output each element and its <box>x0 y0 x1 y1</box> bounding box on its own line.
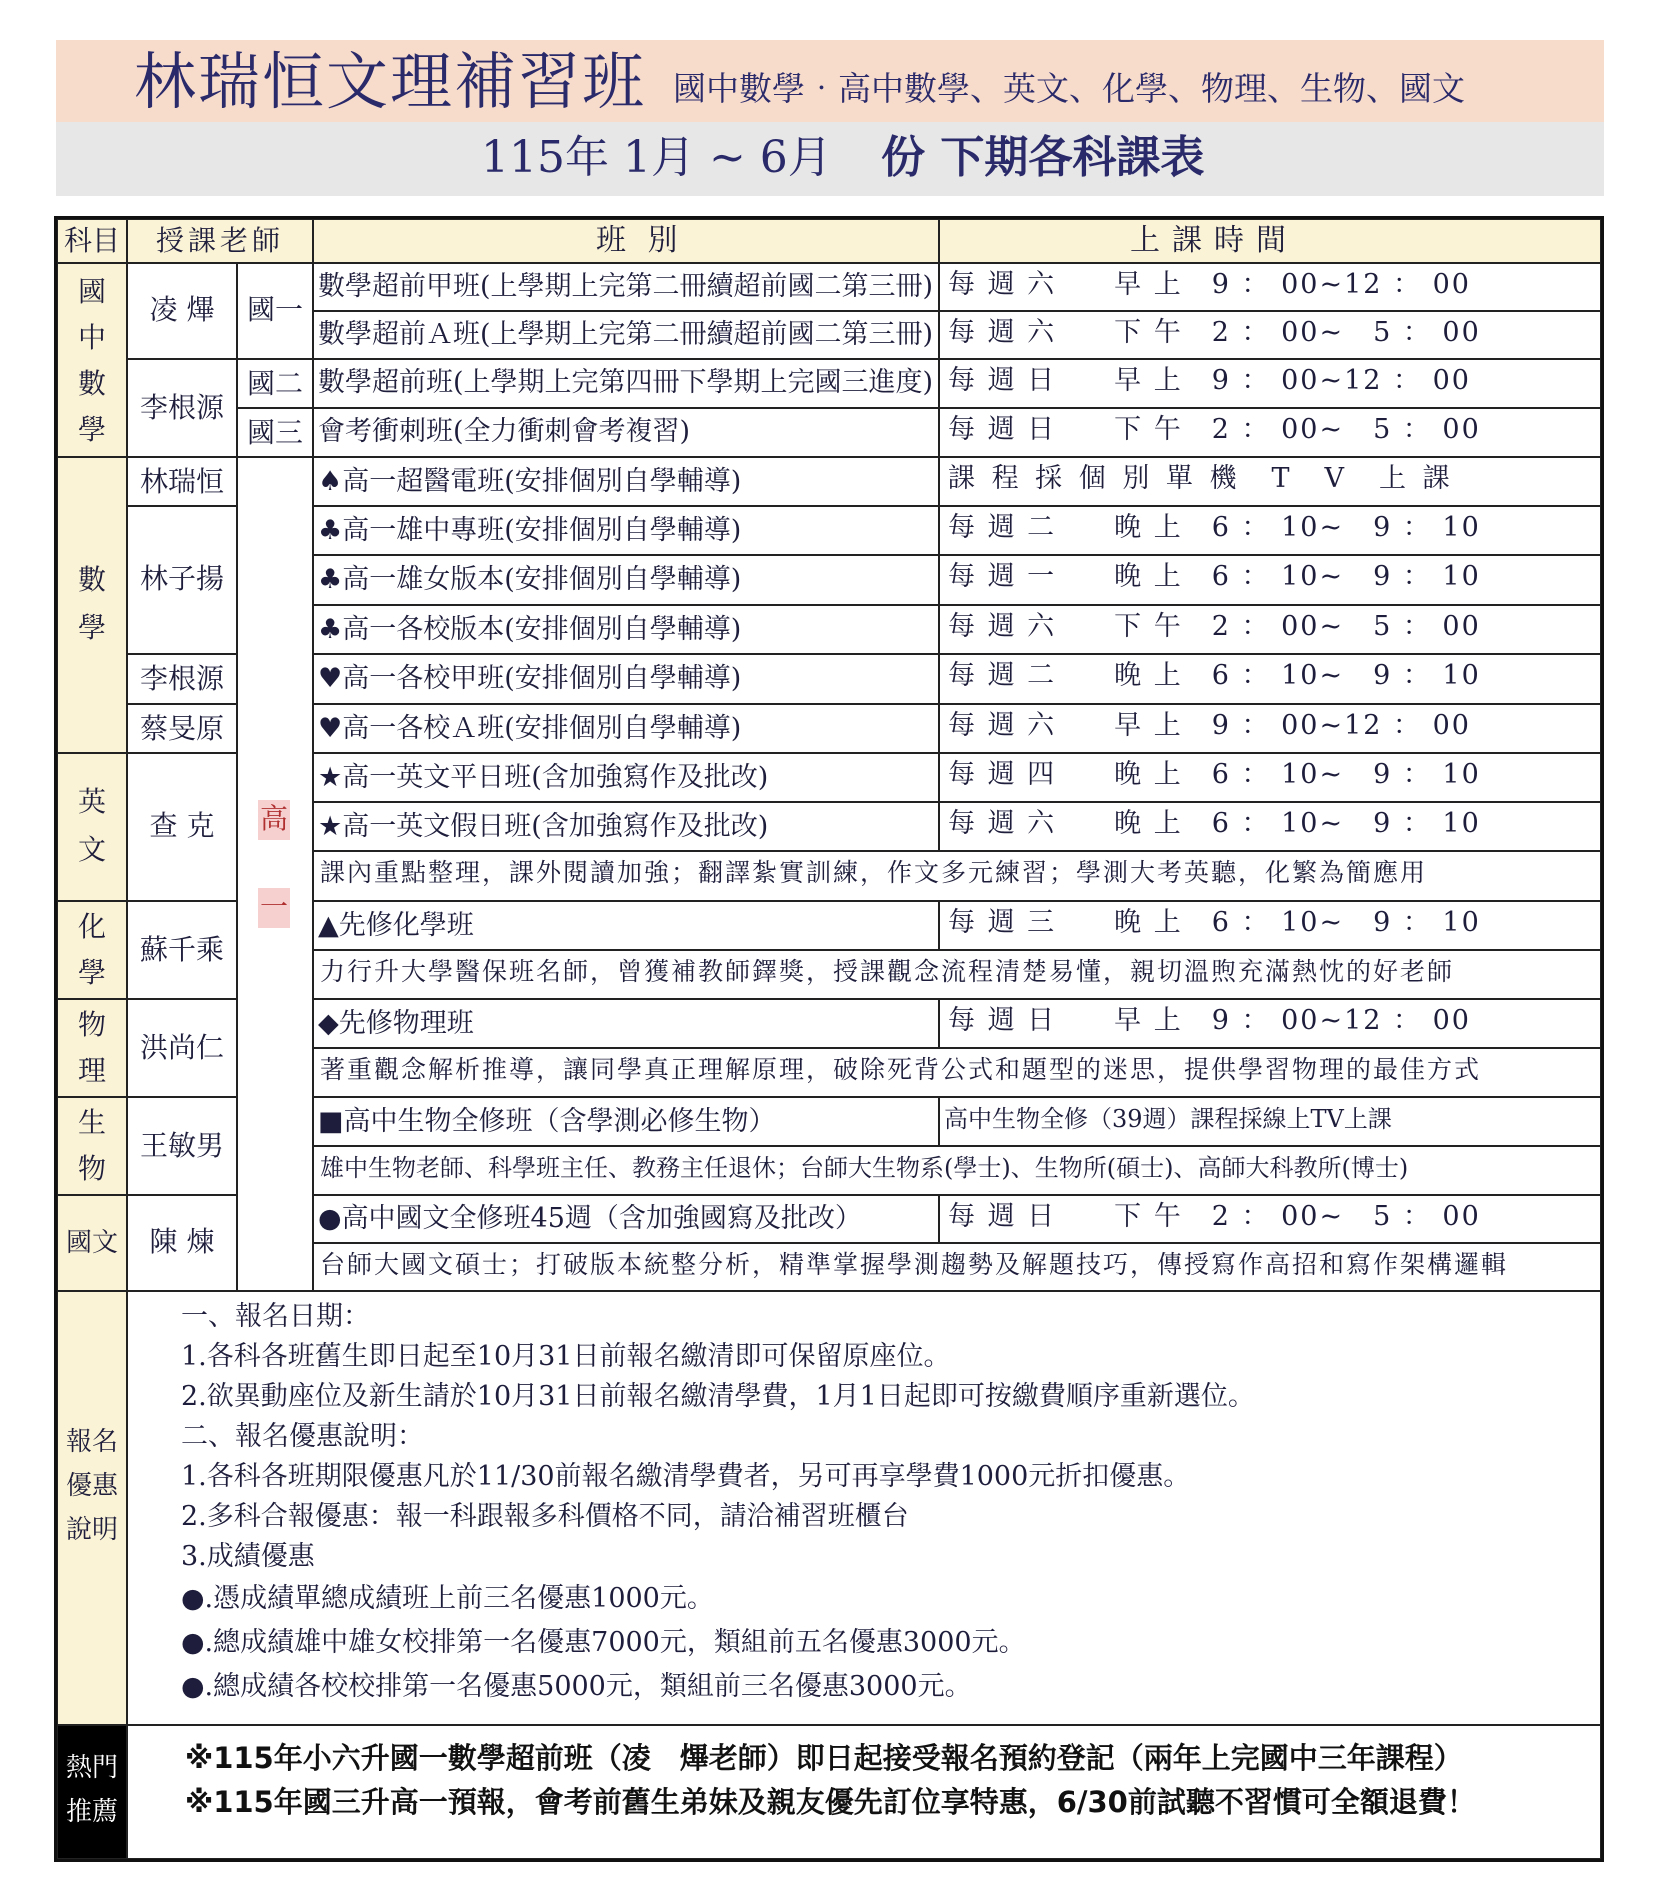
grade-hs1 <box>237 457 313 1291</box>
subject-biology-label: 生物 <box>77 1106 106 1185</box>
teacher-chen <box>127 1195 237 1291</box>
grade-hs1-top-label: 高 <box>258 800 290 840</box>
teacher-lin-zy-name: 林子揚 <box>139 562 224 595</box>
hot-label-cell <box>57 1725 127 1859</box>
square-icon: ■ <box>318 1106 344 1137</box>
grade-g2 <box>237 359 313 408</box>
grade-g2-label: 國二 <box>246 367 303 400</box>
heart-icon: ♥ <box>318 713 343 744</box>
time-row <box>939 506 1601 555</box>
header-teacher: 授課老師 <box>155 224 284 257</box>
spade-icon: ♠ <box>318 466 343 497</box>
biology-description-text: 雄中生物老師、科學班主任、教務主任退休；台師大生物系(學士)、生物所(碩士)、高師大科教所(博士) <box>320 1154 1409 1182</box>
time-row <box>939 1097 1601 1146</box>
class-name: 先修化學班 <box>338 910 474 941</box>
class-name: 數學超前Ａ班(上學期上完第二冊續超前國二第三冊) <box>318 319 934 350</box>
heart-icon: ♥ <box>318 663 343 694</box>
subject-chinese-label: 國文 <box>65 1228 118 1258</box>
teacher-su-name: 蘇千乘 <box>139 933 224 966</box>
class-row <box>313 654 939 704</box>
subject-junior-math <box>57 263 127 457</box>
teacher-li2-name: 李根源 <box>139 662 224 695</box>
class-time: 每 週 日 下 午 2 ： 00~ 5 ： 00 <box>948 1201 1481 1232</box>
physics-description-text: 著重觀念解析推導，讓同學真正理解原理，破除死背公式和題型的迷思，提供學習物理的最佳方式 <box>320 1055 1482 1084</box>
subject-list: 國中數學‧高中數學、英文、化學、物理、生物、國文 <box>673 69 1465 108</box>
class-row <box>313 802 939 851</box>
registration-line: 1.各科各班期限優惠凡於11/30前報名繳清學費者，另可再享學費1000元折扣優惠。 <box>181 1461 1191 1492</box>
diamond-icon: ◆ <box>318 1008 339 1039</box>
header-term-band <box>56 122 1604 196</box>
class-row <box>313 457 939 506</box>
teacher-li-name: 李根源 <box>139 391 224 424</box>
time-row <box>939 654 1601 704</box>
class-time: 每 週 日 早 上 9 ： 00~12 ： 00 <box>948 1005 1471 1036</box>
english-description-text: 課內重點整理，課外閱讀加強；翻譯紮實訓練，作文多元練習；學測大考英聽，化繁為簡應用 <box>320 858 1428 887</box>
class-time: 每 週 六 早 上 9 ： 00~12 ： 00 <box>948 269 1471 300</box>
teacher-lin-zy <box>127 506 237 654</box>
class-name: 高一英文假日班(含加強寫作及批改) <box>342 811 769 842</box>
class-row <box>313 605 939 654</box>
class-time: 每 週 三 晚 上 6 ： 10~ 9 ： 10 <box>948 907 1481 938</box>
class-name: 高一超醫電班(安排個別自學輔導) <box>342 466 742 497</box>
subject-biology <box>57 1097 127 1195</box>
class-time: 每 週 六 下 午 2 ： 00~ 5 ： 00 <box>948 611 1481 642</box>
registration-line: 2.多科合報優惠：報一科跟報多科價格不同，請洽補習班櫃台 <box>181 1501 909 1532</box>
class-row <box>313 999 939 1048</box>
subject-math-label: 數學 <box>77 563 106 644</box>
header-teacher-cell <box>127 219 313 263</box>
teacher-hong <box>127 999 237 1097</box>
chemistry-description <box>313 950 1601 999</box>
class-name: 高一英文平日班(含加強寫作及批改) <box>342 762 769 793</box>
teacher-lin-rh <box>127 457 237 506</box>
class-time: 每 週 一 晚 上 6 ： 10~ 9 ： 10 <box>948 561 1481 592</box>
chinese-description-text: 台師大國文碩士；打破版本統整分析，精準掌握學測趨勢及解題技巧，傳授寫作高招和寫作架構邏輯 <box>320 1250 1509 1279</box>
circle-icon: ● <box>318 1203 342 1234</box>
grade-g3 <box>237 408 313 457</box>
registration-line: 3.成績優惠 <box>181 1541 315 1572</box>
class-row <box>313 1097 939 1146</box>
teacher-wang-name: 王敏男 <box>139 1129 224 1162</box>
header-title-band <box>56 40 1604 122</box>
time-row <box>939 359 1601 408</box>
class-row <box>313 263 939 311</box>
grade-g1 <box>237 263 313 359</box>
star-icon: ★ <box>318 811 343 842</box>
time-row <box>939 753 1601 802</box>
club-icon: ♣ <box>318 515 343 546</box>
teacher-chen-name: 陳 煉 <box>149 1225 215 1258</box>
registration-line: 二、報名優惠說明： <box>181 1421 424 1452</box>
teacher-wang <box>127 1097 237 1195</box>
school-name: 林瑞恒文理補習班 <box>134 45 647 118</box>
subject-english <box>57 753 127 901</box>
subject-chemistry-label: 化學 <box>77 910 106 989</box>
physics-description <box>313 1048 1601 1097</box>
subject-chemistry <box>57 901 127 999</box>
header-subject: 科目 <box>63 224 120 257</box>
time-row <box>939 704 1601 753</box>
biology-description <box>313 1146 1601 1195</box>
class-name: 高中生物全修班（含學測必修生物） <box>343 1106 776 1137</box>
time-row <box>939 1195 1601 1243</box>
class-name: 數學超前班(上學期上完第四冊下學期上完國三進度) <box>318 367 934 398</box>
subject-physics-label: 物理 <box>77 1008 106 1087</box>
class-time: 課 程 採 個 別 單 機 T V 上 課 <box>948 463 1454 494</box>
time-row <box>939 605 1601 654</box>
grade-g1-label: 國一 <box>246 293 303 326</box>
english-description <box>313 851 1601 901</box>
class-name: 高一各校Ａ班(安排個別自學輔導) <box>342 713 742 744</box>
class-time: 每 週 六 晚 上 6 ： 10~ 9 ： 10 <box>948 808 1481 839</box>
teacher-li2 <box>127 654 237 704</box>
hot-line: ※115年小六升國一數學超前班（凌 熚老師）即日起接受報名預約登記（兩年上完國中三年課程） <box>185 1741 1463 1775</box>
time-row <box>939 311 1601 359</box>
time-row <box>939 802 1601 851</box>
teacher-ling <box>127 263 237 359</box>
teacher-ling-name: 凌 熚 <box>149 293 215 326</box>
class-time: 每 週 六 早 上 9 ： 00~12 ： 00 <box>948 710 1471 741</box>
registration-line: ●.總成績雄中雄女校排第一名優惠7000元，類組前五名優惠3000元。 <box>181 1627 1026 1658</box>
registration-label-cell <box>57 1291 127 1725</box>
teacher-li <box>127 359 237 457</box>
header-class: 班 別 <box>596 223 684 258</box>
teacher-cha <box>127 753 237 901</box>
class-row <box>313 901 939 950</box>
time-row <box>939 457 1601 506</box>
class-name: 先修物理班 <box>338 1008 474 1039</box>
teacher-cha-name: 查 克 <box>149 809 215 842</box>
time-row <box>939 408 1601 457</box>
term-period: 115年 1月 ~ 6月 <box>481 132 832 183</box>
class-row <box>313 1195 939 1243</box>
grade-hs1-bottom-label: 一 <box>258 888 290 928</box>
registration-line: ●.總成績各校校排第一名優惠5000元，類組前三名優惠3000元。 <box>181 1671 972 1702</box>
time-row <box>939 263 1601 311</box>
subject-chinese <box>57 1195 127 1291</box>
hot-line: ※115年國三升高一預報，會考前舊生弟妹及親友優先訂位享特惠，6/30前試聽不習慣可全額退費！ <box>185 1785 1476 1819</box>
time-row <box>939 999 1601 1048</box>
club-icon: ♣ <box>318 614 343 645</box>
header-class-cell <box>313 219 939 263</box>
time-row <box>939 901 1601 950</box>
term-title: 份 下期各科課表 <box>881 132 1205 183</box>
registration-line: ●.憑成績單總成績班上前三名優惠1000元。 <box>181 1583 714 1614</box>
schedule-table <box>54 216 1604 1862</box>
hot-label: 熱門推薦 <box>65 1753 118 1827</box>
class-row <box>313 704 939 753</box>
class-name: 高一各校版本(安排個別自學輔導) <box>342 614 742 645</box>
subject-junior-math-label: 國中數學 <box>77 275 106 446</box>
class-time: 每 週 日 早 上 9 ： 00~12 ： 00 <box>948 365 1471 396</box>
teacher-cai-name: 蔡旻原 <box>139 712 224 745</box>
triangle-icon: ▲ <box>318 910 339 941</box>
class-name: 高一雄中專班(安排個別自學輔導) <box>342 515 742 546</box>
class-time: 每 週 二 晚 上 6 ： 10~ 9 ： 10 <box>948 660 1481 691</box>
class-name: 高中國文全修班45週（含加強國寫及批改） <box>341 1203 862 1234</box>
registration-line: 一、報名日期： <box>181 1301 370 1332</box>
class-name: 會考衝刺班(全力衝刺會考複習) <box>318 416 691 447</box>
class-name: 高一雄女版本(安排個別自學輔導) <box>342 564 742 595</box>
chemistry-description-text: 力行升大學醫保班名師，曾獲補教師鐸獎，授課觀念流程清楚易懂，親切溫煦充滿熱忱的好老師 <box>320 957 1455 986</box>
teacher-su <box>127 901 237 999</box>
registration-line: 1.各科各班舊生即日起至10月31日前報名繳清即可保留原座位。 <box>181 1341 951 1372</box>
header-time-cell <box>939 219 1601 263</box>
teacher-lin-rh-name: 林瑞恒 <box>139 465 224 498</box>
chinese-description <box>313 1243 1601 1291</box>
class-name: 高一各校甲班(安排個別自學輔導) <box>342 663 742 694</box>
class-time: 每 週 二 晚 上 6 ： 10~ 9 ： 10 <box>948 512 1481 543</box>
club-icon: ♣ <box>318 564 343 595</box>
header-time: 上課時間 <box>1130 223 1298 258</box>
class-row <box>313 311 939 359</box>
star-icon: ★ <box>318 762 343 793</box>
subject-math <box>57 457 127 753</box>
class-time: 高中生物全修（39週）課程採線上TV上課 <box>944 1105 1392 1133</box>
class-row <box>313 408 939 457</box>
class-time: 每 週 六 下 午 2 ： 00~ 5 ： 00 <box>948 317 1481 348</box>
subject-english-label: 英文 <box>77 785 106 866</box>
class-row <box>313 359 939 408</box>
teacher-hong-name: 洪尚仁 <box>139 1031 224 1064</box>
class-name: 數學超前甲班(上學期上完第二冊續超前國二第三冊) <box>318 271 934 302</box>
class-time: 每 週 四 晚 上 6 ： 10~ 9 ： 10 <box>948 759 1481 790</box>
header-subject-cell <box>57 219 127 263</box>
grade-g3-label: 國三 <box>246 416 303 449</box>
class-row <box>313 506 939 555</box>
registration-line: 2.欲異動座位及新生請於10月31日前報名繳清學費，1月1日起即可按繳費順序重新選位。 <box>181 1381 1255 1412</box>
registration-label: 報名優惠說明 <box>65 1427 118 1545</box>
class-row <box>313 753 939 802</box>
teacher-cai <box>127 704 237 753</box>
class-row <box>313 555 939 605</box>
subject-physics <box>57 999 127 1097</box>
class-time: 每 週 日 下 午 2 ： 00~ 5 ： 00 <box>948 414 1481 445</box>
time-row <box>939 555 1601 605</box>
